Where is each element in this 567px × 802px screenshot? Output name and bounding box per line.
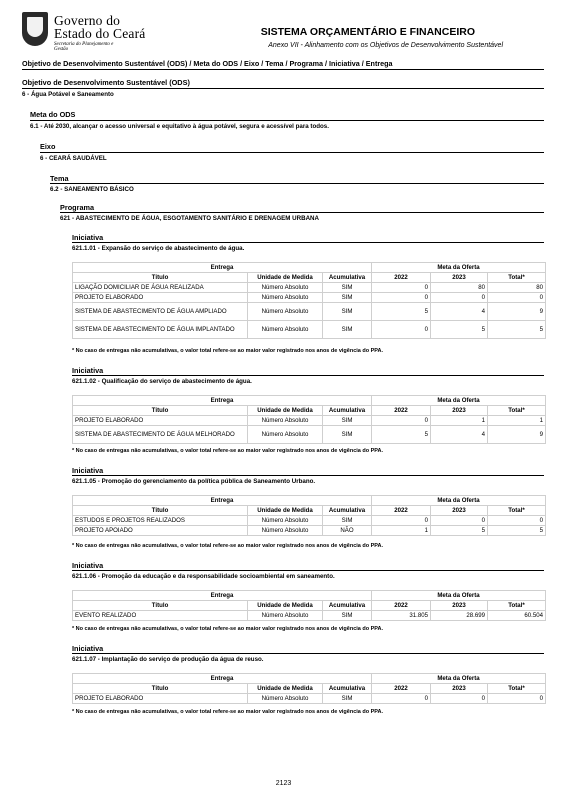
cell-unidade: Número Absoluto — [248, 426, 323, 444]
cell-acumulativa: SIM — [323, 611, 372, 621]
header-2023: 2023 — [431, 406, 488, 416]
ods-heading: Objetivo de Desenvolvimento Sustentável (ODS) — [22, 78, 190, 87]
header-acumulativa: Acumulativa — [323, 684, 372, 694]
state-logo — [22, 12, 158, 52]
cell-2023: 0 — [431, 293, 488, 303]
header-2023: 2023 — [431, 684, 488, 694]
eixo-heading: Eixo — [40, 142, 56, 151]
entregas-table — [72, 673, 546, 704]
cell-2023: 5 — [431, 321, 488, 339]
table-row — [73, 611, 546, 621]
cell-titulo: LIGAÇÃO DOMICILIAR DE ÁGUA REALIZADA — [73, 283, 248, 293]
divider — [40, 152, 544, 153]
tema-heading: Tema — [50, 174, 69, 183]
cell-total: 0 — [488, 516, 546, 526]
cell-titulo: SISTEMA DE ABASTECIMENTO DE ÁGUA IMPLANTADO — [73, 321, 248, 339]
table-row — [73, 416, 546, 426]
cell-2023: 1 — [431, 416, 488, 426]
header-total: Total* — [488, 684, 546, 694]
header-2022: 2022 — [372, 506, 431, 516]
cell-total: 80 — [488, 283, 546, 293]
entregas-table — [72, 395, 546, 444]
header-meta-oferta: Meta da Oferta — [372, 496, 546, 506]
divider — [22, 69, 544, 70]
table-row — [73, 293, 546, 303]
cell-acumulativa: SIM — [323, 293, 372, 303]
cell-titulo: SISTEMA DE ABASTECIMENTO DE ÁGUA MELHORADO — [73, 426, 248, 444]
cell-2022: 0 — [372, 416, 431, 426]
coat-of-arms-icon — [22, 12, 48, 46]
header-unidade: Unidade de Medida — [248, 601, 323, 611]
cell-2023: 28.699 — [431, 611, 488, 621]
cell-unidade: Número Absoluto — [248, 416, 323, 426]
header-2022: 2022 — [372, 684, 431, 694]
header-unidade: Unidade de Medida — [248, 506, 323, 516]
cell-2022: 1 — [372, 526, 431, 536]
divider — [30, 120, 544, 121]
cell-total: 5 — [488, 321, 546, 339]
cell-2023: 4 — [431, 426, 488, 444]
cell-2023: 0 — [431, 694, 488, 704]
meta-value: 6.1 - Até 2030, alcançar o acesso universal e equitativo à água potável, segura e acessível para todos. — [30, 123, 329, 130]
table-footnote: * No caso de entregas não acumulativas, o valor total refere-se ao maior valor registrado nos anos de vigência do PPA. — [72, 348, 384, 354]
divider — [60, 212, 544, 213]
table-row — [73, 283, 546, 293]
cell-acumulativa: SIM — [323, 321, 372, 339]
document-subtitle: Anexo VII - Alinhamento com os Objetivos de Desenvolvimento Sustentável — [268, 42, 503, 49]
logo-line2: Estado do Ceará — [54, 26, 146, 41]
table-row — [73, 321, 546, 339]
cell-titulo: PROJETO APOIADO — [73, 526, 248, 536]
iniciativa-heading: Iniciativa — [72, 233, 104, 242]
header-acumulativa: Acumulativa — [323, 601, 372, 611]
header-titulo: Título — [73, 684, 248, 694]
programa-value: 621 - ABASTECIMENTO DE ÁGUA, ESGOTAMENTO SANITÁRIO E DRENAGEM URBANA — [60, 215, 319, 222]
cell-unidade: Número Absoluto — [248, 293, 323, 303]
header-total: Total* — [488, 506, 546, 516]
iniciativa-title: 621.1.05 - Promoção do gerenciamento da política pública de Saneamento Urbano. — [72, 478, 316, 485]
meta-heading: Meta do ODS — [30, 110, 76, 119]
cell-total: 5 — [488, 526, 546, 536]
iniciativa-heading: Iniciativa — [72, 366, 104, 375]
table-footnote: * No caso de entregas não acumulativas, o valor total refere-se ao maior valor registrado nos anos de vigência do PPA. — [72, 626, 384, 632]
cell-total: 0 — [488, 694, 546, 704]
header-meta-oferta: Meta da Oferta — [372, 263, 546, 273]
header-entrega: Entrega — [73, 591, 372, 601]
header-entrega: Entrega — [73, 396, 372, 406]
cell-total: 9 — [488, 303, 546, 321]
cell-2023: 80 — [431, 283, 488, 293]
cell-titulo: SISTEMA DE ABASTECIMENTO DE ÁGUA AMPLIADO — [73, 303, 248, 321]
header-titulo: Título — [73, 601, 248, 611]
cell-total: 60.504 — [488, 611, 546, 621]
cell-acumulativa: SIM — [323, 303, 372, 321]
cell-2022: 31.805 — [372, 611, 431, 621]
cell-unidade: Número Absoluto — [248, 526, 323, 536]
header-entrega: Entrega — [73, 674, 372, 684]
header-2023: 2023 — [431, 506, 488, 516]
cell-acumulativa: SIM — [323, 694, 372, 704]
divider — [22, 88, 544, 89]
header-2022: 2022 — [372, 601, 431, 611]
header-acumulativa: Acumulativa — [323, 406, 372, 416]
iniciativa-heading: Iniciativa — [72, 466, 104, 475]
table-row — [73, 526, 546, 536]
entregas-table — [72, 495, 546, 536]
table-row — [73, 303, 546, 321]
cell-2022: 5 — [372, 426, 431, 444]
cell-2022: 0 — [372, 293, 431, 303]
entregas-table — [72, 262, 546, 339]
cell-2022: 5 — [372, 303, 431, 321]
system-title: SISTEMA ORÇAMENTÁRIO E FINANCEIRO — [260, 26, 475, 38]
header-titulo: Título — [73, 406, 248, 416]
header-entrega: Entrega — [73, 263, 372, 273]
table-footnote: * No caso de entregas não acumulativas, o valor total refere-se ao maior valor registrado nos anos de vigência do PPA. — [72, 448, 384, 454]
cell-unidade: Número Absoluto — [248, 303, 323, 321]
table-footnote: * No caso de entregas não acumulativas, o valor total refere-se ao maior valor registrado nos anos de vigência do PPA. — [72, 709, 384, 715]
divider — [72, 242, 544, 243]
header-titulo: Título — [73, 506, 248, 516]
header-acumulativa: Acumulativa — [323, 506, 372, 516]
header-titulo: Título — [73, 273, 248, 283]
header-meta-oferta: Meta da Oferta — [372, 591, 546, 601]
header-meta-oferta: Meta da Oferta — [372, 674, 546, 684]
table-row — [73, 426, 546, 444]
divider — [72, 375, 544, 376]
header-2022: 2022 — [372, 406, 431, 416]
cell-acumulativa: SIM — [323, 426, 372, 444]
cell-2023: 0 — [431, 516, 488, 526]
breadcrumb-path: Objetivo de Desenvolvimento Sustentável (ODS) / Meta do ODS / Eixo / Tema / Programa / Iniciativa / Entrega — [22, 59, 393, 68]
cell-unidade: Número Absoluto — [248, 611, 323, 621]
iniciativa-title: 621.1.01 - Expansão do serviço de abastecimento de água. — [72, 245, 245, 252]
table-footnote: * No caso de entregas não acumulativas, o valor total refere-se ao maior valor registrado nos anos de vigência do PPA. — [72, 543, 384, 549]
cell-unidade: Número Absoluto — [248, 516, 323, 526]
header-unidade: Unidade de Medida — [248, 273, 323, 283]
header-unidade: Unidade de Medida — [248, 406, 323, 416]
divider — [72, 475, 544, 476]
eixo-value: 6 - CEARÁ SAUDÁVEL — [40, 155, 107, 162]
cell-2022: 0 — [372, 321, 431, 339]
header-acumulativa: Acumulativa — [323, 273, 372, 283]
iniciativa-title: 621.1.02 - Qualificação do serviço de abastecimento de água. — [72, 378, 252, 385]
page-number: 2123 — [275, 780, 292, 787]
cell-acumulativa: SIM — [323, 283, 372, 293]
cell-titulo: PROJETO ELABORADO — [73, 293, 248, 303]
header-unidade: Unidade de Medida — [248, 684, 323, 694]
cell-titulo: ESTUDOS E PROJETOS REALIZADOS — [73, 516, 248, 526]
iniciativa-heading: Iniciativa — [72, 561, 104, 570]
cell-2022: 0 — [372, 694, 431, 704]
entregas-table — [72, 590, 546, 621]
cell-total: 1 — [488, 416, 546, 426]
cell-unidade: Número Absoluto — [248, 283, 323, 293]
tema-value: 6.2 - SANEAMENTO BÁSICO — [50, 186, 134, 193]
divider — [50, 183, 544, 184]
logo-line1: Governo do — [54, 13, 121, 28]
cell-total: 0 — [488, 293, 546, 303]
cell-titulo: EVENTO REALIZADO — [73, 611, 248, 621]
logo-line3: Secretaria do Planejamento e Gestão — [54, 42, 114, 52]
iniciativa-title: 621.1.06 - Promoção da educação e da responsabilidade socioambiental em saneamento. — [72, 573, 335, 580]
divider — [72, 653, 544, 654]
cell-2023: 5 — [431, 526, 488, 536]
cell-2022: 0 — [372, 516, 431, 526]
cell-unidade: Número Absoluto — [248, 321, 323, 339]
cell-unidade: Número Absoluto — [248, 694, 323, 704]
cell-acumulativa: SIM — [323, 416, 372, 426]
iniciativa-title: 621.1.07 - Implantação do serviço de produção da água de reuso. — [72, 656, 264, 663]
cell-acumulativa: NÃO — [323, 526, 372, 536]
header-meta-oferta: Meta da Oferta — [372, 396, 546, 406]
divider — [72, 570, 544, 571]
header-2022: 2022 — [372, 273, 431, 283]
header-total: Total* — [488, 273, 546, 283]
iniciativa-heading: Iniciativa — [72, 644, 104, 653]
header-total: Total* — [488, 406, 546, 416]
header-2023: 2023 — [431, 273, 488, 283]
header-total: Total* — [488, 601, 546, 611]
header-2023: 2023 — [431, 601, 488, 611]
cell-total: 9 — [488, 426, 546, 444]
cell-acumulativa: SIM — [323, 516, 372, 526]
programa-heading: Programa — [60, 203, 95, 212]
header-entrega: Entrega — [73, 496, 372, 506]
ods-value: 6 - Água Potável e Saneamento — [22, 91, 114, 98]
cell-titulo: PROJETO ELABORADO — [73, 694, 248, 704]
table-row — [73, 516, 546, 526]
cell-titulo: PROJETO ELABORADO — [73, 416, 248, 426]
cell-2023: 4 — [431, 303, 488, 321]
cell-2022: 0 — [372, 283, 431, 293]
table-row — [73, 694, 546, 704]
